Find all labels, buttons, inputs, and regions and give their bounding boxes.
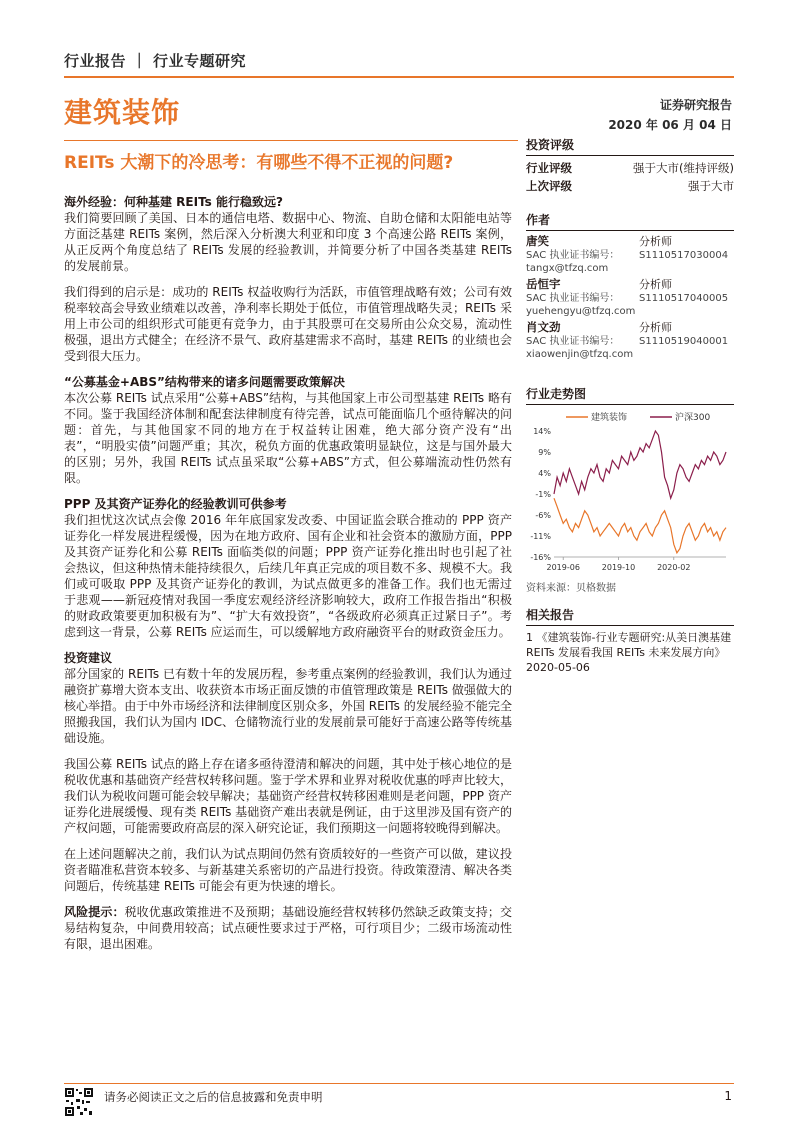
paragraph: 我们得到的启示是：成功的 REITs 权益收购行为活跃，市值管理战略有效；公司有效税率较高会导致业绩难以改善，净利率长期处于低位，市值管理战略失灵；REITs 采用上市公司的组织形式可能更有竞争力，由于其股票可在交易所由公众交易，流动性极强，退出方式健全；在经济不景气、政府基建需求不高时，基建 REITs 的业绩也会受到很大压力。 [64,285,512,363]
section-ppp [64,496,512,640]
y-tick-label: 14% [533,427,551,436]
section-overseas [64,194,512,274]
author-cert-label: SAC 执业证书编号： [526,293,620,304]
main-content [64,194,512,962]
industry-trend-chart [526,409,734,579]
y-tick-label: -1% [535,490,551,499]
qr-code-icon [64,1087,94,1117]
report-date: 2020 年 06 月 04 日 [608,118,732,132]
risk-text: 税收优惠政策推进不及预期；基础设施经营权转移仍然缺乏政策支持；交易结构复杂，中间费用较高；试点硬性要求过于严格，可行项目少；二级市场流动性有限，退出困难。 [64,905,512,951]
section-heading: 海外经验：何种基建 REITs 能行稳致远? [64,195,283,209]
paragraph: 本次公募 REITs 试点采用“公募+ABS”结构，与其他国家上市公司型基建 REITs 略有不同。鉴于我国经济体制和配套法律制度有待完善，试点可能面临几个亟待解决的问题：首先，与其他国家不同的地方在于权益转让困难，绝大部分资产没有“出表”，“明股实债”问题严重；其次，税负方面的优惠政策明显缺位，这是与国外最大的区别；另外，我国 REITs 试点虽采取“公募+ABS”方式，但公募端流动性仍然有限。 [64,391,512,485]
paragraph: 部分国家的 REITs 已有数十年的发展历程，参考重点案例的经验教训，我们认为通过融资扩募增大资本支出、收获资本市场正面反馈的市值管理政策是 REITs 做强做大的核心举措。由于中外市场经济和法律制度区别众多，外国 REITs 的发展经验不能完全照搬我国，我们认为国内 IDC、仓储物流行业的发展前景可能好于高速公路等传统基础设施。 [64,667,512,745]
author-name: 肖文劲 [526,320,561,334]
y-tick-label: 9% [538,448,551,457]
sidebar [526,136,734,675]
x-tick-label: 2020-02 [657,563,691,572]
page-number: 1 [724,1089,732,1103]
author-card [526,234,734,275]
section-investment-3 [64,846,512,894]
section-investment-2 [64,756,512,836]
paragraph: 我国公募 REITs 试点的路上存在诸多亟待澄清和解决的问题，其中处于核心地位的是税收优惠和基础资产经营权转移问题。鉴于学术界和业界对税收优惠的呼声比较大，我们认为税收问题可能会较早解决；基础资产经营权转移困难则是老问题，PPP 资产证券化进展缓慢、现有类 REITs 基础资产难出表就是例证，由于这里涉及国有资产的产权问题，可能需要政府高层的深入研究论证，我们预期这一问题将较晚得到解决。 [64,757,512,835]
series-line [554,431,726,498]
report-type: 证券研究报告 [659,98,732,112]
rating-heading: 投资评级 [526,136,734,156]
authors-heading: 作者 [526,211,734,231]
author-cert: S1110517030004 [639,250,729,261]
section-heading: “公募基金+ABS”结构带来的诸多问题需要政策解决 [64,375,345,389]
industry-rating-row [526,159,734,177]
author-cert-label: SAC 执业证书编号： [526,250,620,261]
prev-rating-label: 上次评级 [526,179,572,193]
footer-divider [64,1083,734,1084]
y-tick-label: -6% [535,511,551,520]
series-line [554,498,726,553]
author-card [526,277,734,318]
section-overseas-lessons [64,284,512,364]
prev-rating-row [526,177,734,195]
section-structure [64,374,512,486]
x-tick-label: 2019-10 [601,563,636,572]
chart-svg [526,409,734,579]
legend-label: 沪深300 [675,413,711,423]
page-title: REITs 大潮下的冷思考：有哪些不得不正视的问题? [64,153,454,173]
y-tick-label: 4% [538,469,551,478]
author-email[interactable]: xiaowenjin@tfzq.com [526,349,634,360]
header-divider [64,76,734,78]
section-heading: PPP 及其资产证券化的经验教训可供参考 [64,497,287,511]
x-tick-label: 2019-06 [546,563,580,572]
author-cert-label: SAC 执业证书编号： [526,336,620,347]
risk-paragraph [64,904,512,952]
title-divider [64,140,518,141]
author-role: 分析师 [639,235,672,248]
author-role: 分析师 [639,278,672,291]
author-card [526,320,734,361]
related-heading: 相关报告 [526,606,734,626]
paragraph: 我们担忧这次试点会像 2016 年年底国家发改委、中国证监会联合推动的 PPP 资产证券化一样发展进程缓慢，因为在地方政府、国有企业和社会资本的激励方面，PPP 及其资产证券化和公募 REITs 面临类似的问题；PPP 资产证券化推出时也引起了社会热议，但这种热情未能持续很久，后续几年真正完成的项目数不多、规模不大。我们或可吸取 PPP 及其资产证券化的教训，为试点做更多的准备工作。我们也无需过于悲观——新冠疫情对我国一季度宏观经济经济影响较大，政府工作报告指出“积极的财政政策要更加积极有为”、“扩大有效投资”，“各级政府必须真正过紧日子”。考虑到这一背景，公募 REITs 应运而生，可以缓解地方政府融资平台的财政资金压力。 [64,513,512,639]
author-name: 岳恒宇 [526,277,561,291]
report-category: 行业报告 ｜ 行业专题研究 [64,52,246,70]
author-name: 唐笑 [526,234,549,248]
prev-rating-value: 强于大市 [688,179,734,193]
paragraph: 我们简要回顾了美国、日本的通信电塔、数据中心、物流、自助仓储和太阳能电站等方面泛基建 REITs 案例，然后深入分析澳大利亚和印度 3 个高速公路 REITs 案例，从正反两个角度总结了 REITs 发展的经验教训，并简要分析了中国各类基建 REITs 的发展前景。 [64,211,512,273]
related-report-link[interactable]: 1 《建筑装饰-行业专题研究:从美日澳基建 REITs 发展看我国 REITs 未来发展方向》 2020-05-06 [526,631,732,674]
industry-rating-value: 强于大市(维持评级) [633,161,734,175]
paragraph: 在上述问题解决之前，我们认为试点期间仍然有资质较好的一些资产可以做，建议投资者瞄准私营资本较多、与新基建关系密切的产品进行投资。待政策澄清、解决各类问题后，传统基建 REITs 可能会有更为快速的增长。 [64,847,512,893]
chart-source: 资料来源：贝格数据 [526,583,616,594]
risk-label: 风险提示： [64,905,125,919]
section-investment [64,650,512,746]
author-cert: S1110517040005 [639,293,729,304]
author-email[interactable]: yuehengyu@tfzq.com [526,306,636,317]
footer-disclaimer: 请务必阅读正文之后的信息披露和免责申明 [104,1090,323,1104]
sector-title: 建筑装饰 [64,96,181,129]
y-tick-label: -11% [530,532,551,541]
author-email[interactable]: tangx@tfzq.com [526,263,609,274]
author-role: 分析师 [639,321,672,334]
chart-heading: 行业走势图 [526,385,734,405]
risk-section [64,904,512,952]
author-cert: S1110519040001 [639,336,729,347]
legend-label: 建筑装饰 [591,413,628,423]
y-tick-label: -16% [530,553,551,562]
section-heading: 投资建议 [64,651,113,665]
industry-rating-label: 行业评级 [526,161,572,175]
